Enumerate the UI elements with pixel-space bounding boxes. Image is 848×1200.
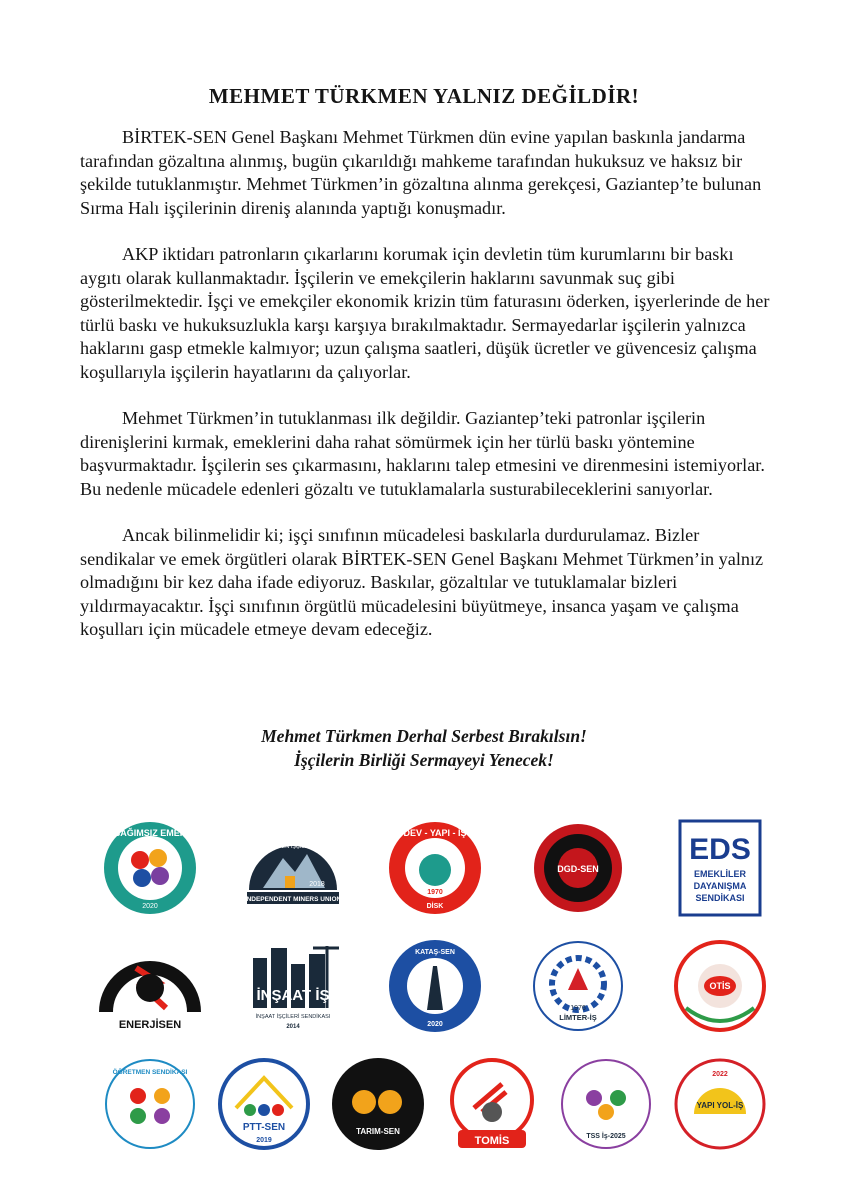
eds-logo [665, 818, 775, 918]
paragraph: AKP iktidarı patronların çıkarlarını korumak için devletin tüm kurumlarını bir baskı aygıtı olarak kullanmaktadır. İşçilerin ve emekçilerin haklarını savunmak suç gibi gösterilmektedir. İşçi ve emekçiler ekonomik krizin tüm faturasını öderken, işyerlerinde de her türlü baskı ve hukuksuzlukla karşı karşıya bırakılmaktadır. Sermayedarlar işçilerin yalnızca haklarını gasp etmekle kalmıyor; uzun çalışma saatleri, düşük ücretler ve güvencesiz çalışma koşullarıyla işçilerin hayatlarını da çalıyorlar. [80, 244, 770, 382]
logo-year: 1970 [427, 889, 443, 896]
katas-sen-logo [380, 936, 490, 1036]
tarim-sen-logo [323, 1054, 433, 1154]
logo-name: ENERJİSEN [118, 1019, 182, 1031]
ptt-sen-logo [209, 1054, 319, 1154]
yapi-yol-is-logo [665, 1054, 775, 1154]
logo-name: OTİS [709, 981, 731, 991]
logo-year: 2020 [142, 903, 158, 910]
statement-body [80, 126, 772, 665]
logo-year: 2019 [256, 1137, 272, 1144]
tomis-logo [437, 1054, 547, 1154]
logo-name: KATAŞ-SEN [415, 949, 455, 956]
dev-yapi-is-logo [380, 818, 490, 918]
logo-name: TSS İş-2025 [586, 1133, 626, 1140]
slogan: İşçilerin Birliği Sermayeyi Yenecek! [294, 750, 554, 770]
logo-year: 2014 [285, 1024, 300, 1030]
otis-logo [665, 936, 775, 1036]
logo-year: 2020 [427, 1021, 443, 1028]
logo-line: SENDİKASI [695, 893, 745, 903]
logo-sub: DİSK [426, 903, 444, 910]
bagimsiz-emek-logo [95, 818, 205, 918]
logo-line: DAYANIŞMA [693, 881, 747, 891]
logo-row [95, 936, 775, 1036]
page-title: MEHMET TÜRKMEN YALNIZ DEĞİLDİR! [208, 84, 640, 108]
logo-year: 2022 [712, 1071, 728, 1078]
logo-sub: İNŞAAT İŞÇİLERİ SENDİKASI [255, 1014, 330, 1020]
logo-name: TARIM-SEN [356, 1127, 400, 1136]
logo-name: TOMİS [474, 1135, 510, 1147]
dgd-sen-logo [523, 818, 633, 918]
logo-name: ÖĞRETMEN SENDİKASI [112, 1069, 188, 1076]
logo-row [95, 1054, 775, 1154]
madenis-logo [238, 818, 348, 918]
logo-name: DEV - YAPI - İŞ [403, 828, 467, 838]
paragraph: Mehmet Türkmen’in tutuklanması ilk değildir. Gaziantep’teki patronlar işçilerin direnişlerini kırmak, emeklerini daha rahat sömürmek için her türlü baskı yöntemine başvurmaktadır. İşçilerin ses çıkarmasını, haklarını talep etmesini ve direnmesini istemiyorlar. Bu nedenle mücadele edenleri gözaltı ve tutuklamalarla susturabileceklerini sanıyorlar. [80, 408, 765, 499]
logo-name: İNŞAAT İŞ [255, 987, 330, 1004]
logo-name: LİMTER-İŞ [558, 1013, 597, 1022]
slogan: Mehmet Türkmen Derhal Serbest Bırakılsın! [261, 726, 587, 746]
logo-abbr: EDS [689, 833, 751, 866]
logo-row [95, 818, 775, 918]
paragraph: Ancak bilinmelidir ki; işçi sınıfının mücadelesi baskılarla durdurulamaz. Bizler sendikalar ve emek örgütleri olarak BİRTEK-SEN Genel Başkanı Mehmet Türkmen’in yalnız olmadığını bir kez daha ifade ediyoruz. Baskılar, gözaltılar ve tutuklamalar bizleri yıldırmayacaktır. İşçi sınıfının örgütlü mücadelesini büyütmeye, insanca yaşam ve çalışma koşulları için mücadele etmeye devam edeceğiz. [80, 525, 764, 639]
tss-is-logo [551, 1054, 661, 1154]
logo-name: BAĞIMSIZ MADEN İŞÇİLERİ SENDİKASI [241, 844, 344, 850]
logo-name: DGD-SEN [556, 864, 599, 874]
logo-name: PTT-SEN [242, 1122, 286, 1133]
insaat-is-logo [238, 936, 348, 1036]
logo-year: 1976 [569, 1005, 586, 1012]
slogans [0, 724, 848, 772]
logo-name: BAĞIMSIZ EMEK [113, 828, 187, 838]
union-logos [95, 818, 775, 1172]
paragraph: BİRTEK-SEN Genel Başkanı Mehmet Türkmen dün evine yapılan baskınla jandarma tarafından gözaltına alınmış, bugün çıkarıldığı mahkeme tarafından hukuksuz ve haksız bir şekilde tutuklanmıştır. Mehmet Türkmen’in gözaltına alınma gerekçesi, Gaziantep’te bulunan Sırma Halı işçilerinin direniş alanında yaptığı konuşmadır. [80, 127, 762, 218]
limter-is-logo [523, 936, 633, 1036]
ogretmen-sen-logo [95, 1054, 205, 1154]
logo-year: 2018 [308, 881, 325, 888]
logo-name: YAPI YOL-İŞ [696, 1101, 744, 1110]
logo-band: INDEPENDENT MINERS UNION [244, 896, 341, 903]
logo-line: EMEKLİLER [693, 869, 747, 879]
enerji-sen-logo [95, 936, 205, 1036]
